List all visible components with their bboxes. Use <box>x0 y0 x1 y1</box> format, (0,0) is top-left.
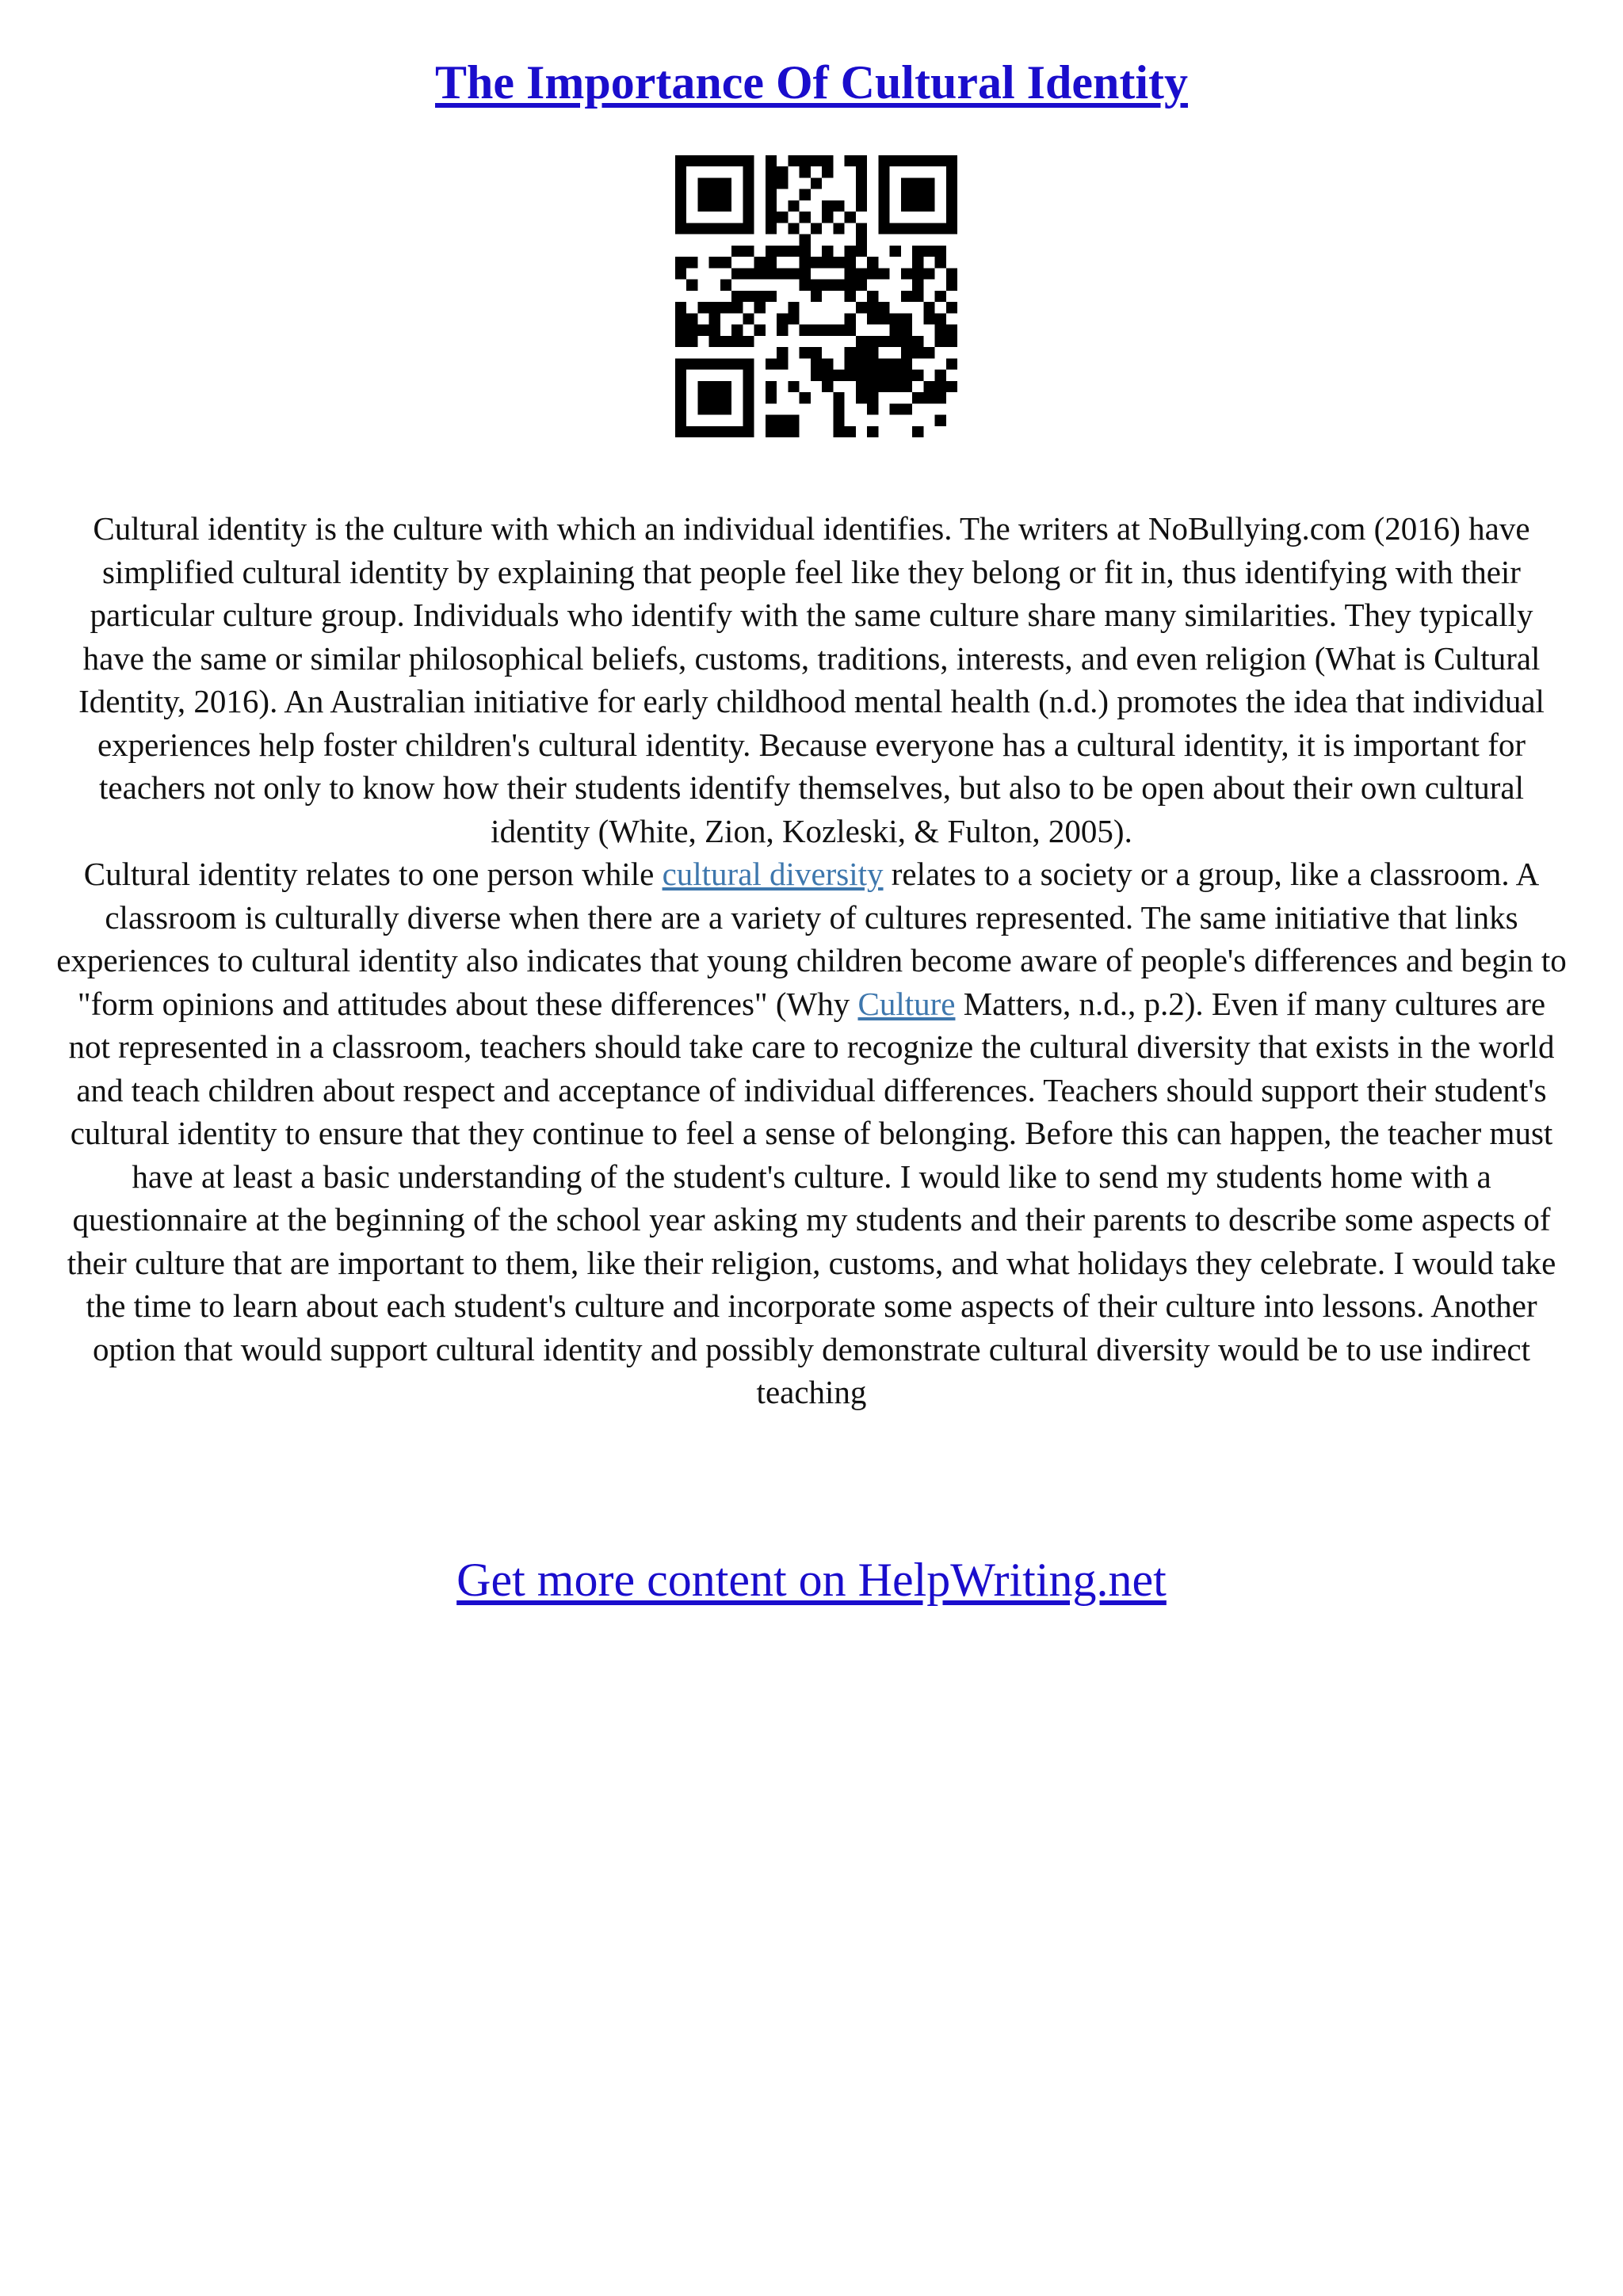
paragraph-2-text-b: relates to a society or a group, like a classroom. A classroom is culturally diverse when there are a variety of cultures represented. The same initiative that links experiences to cultural identity also indicates that young children become aware of people's differences and begin to "form opinions and attitudes about these differences" (Why <box>56 856 1567 1022</box>
paragraph-2-text-a: Cultural identity relates to one person while <box>83 856 663 892</box>
culture-link[interactable]: Culture <box>857 985 956 1022</box>
essay-paragraph-2 <box>55 852 1568 1414</box>
qr-code-icon <box>675 155 957 437</box>
essay-body <box>55 507 1568 1414</box>
essay-paragraph-1: Cultural identity is the culture with which an individual identifies. The writers at NoBullying.com (2016) have simplified cultural identity by explaining that people feel like they belong or fit in, thus identifying with their particular culture group. Individuals who identify with the same culture share many similarities. They typically have the same or similar philosophical beliefs, customs, traditions, interests, and even religion (What is Cultural Identity, 2016). An Australian initiative for early childhood mental health (n.d.) promotes the idea that individual experiences help foster children's cultural identity. Because everyone has a cultural identity, it is important for teachers not only to know how their students identify themselves, but also to be open about their own cultural identity (White, Zion, Kozleski, & Fulton, 2005). <box>78 510 1545 849</box>
cultural-diversity-link[interactable]: cultural diversity <box>662 856 884 892</box>
helpwriting-link[interactable]: Get more content on HelpWriting.net <box>456 1554 1167 1606</box>
paragraph-2-text-c: Matters, n.d., p.2). Even if many cultures are not represented in a classroom, teachers should take care to recognize the cultural diversity that exists in the world and teach children about respect and acceptance of individual differences. Teachers should support their student's cultural identity to ensure that they continue to feel a sense of belonging. Before this can happen, the teacher must have at least a basic understanding of the student's culture. I would like to send my students home with a questionnaire at the beginning of the school year asking my students and their parents to describe some aspects of their culture that are important to them, like their religion, customs, and what holidays they celebrate. I would take the time to learn about each student's culture and incorporate some aspects of their culture into lessons. Another option that would support cultural identity and possibly demonstrate cultural diversity would be to use indirect teaching <box>67 985 1556 1410</box>
page-title-link[interactable]: The Importance Of Cultural Identity <box>435 56 1188 109</box>
